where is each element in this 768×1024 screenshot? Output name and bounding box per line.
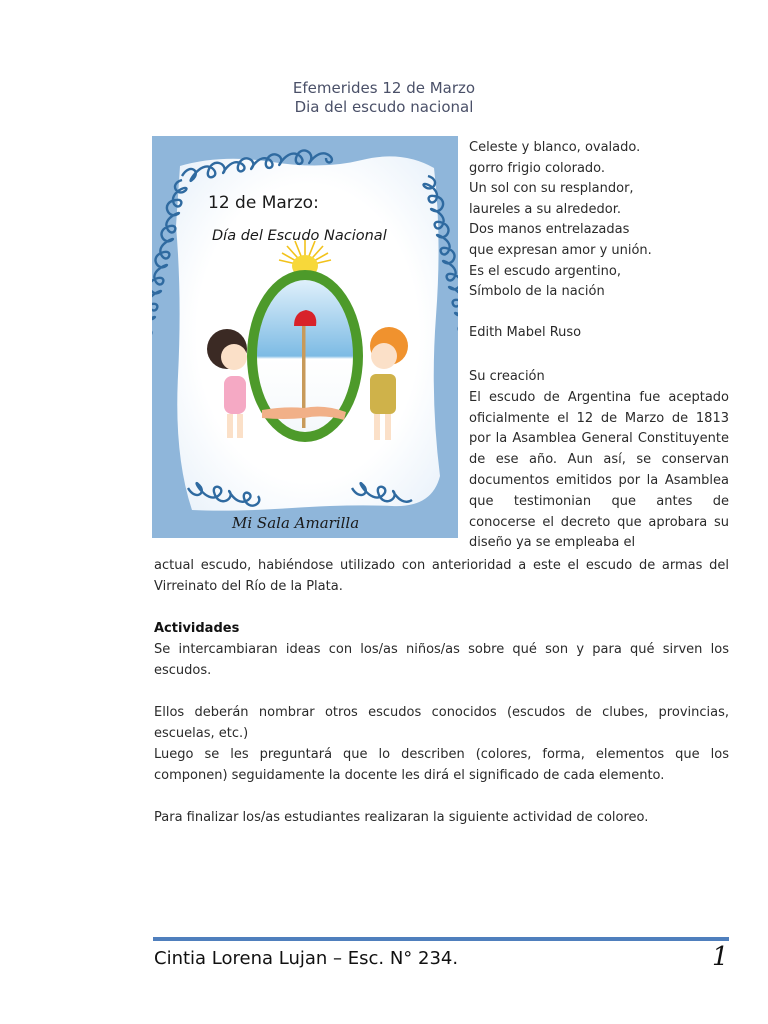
footer-divider xyxy=(153,937,729,941)
poem-line: que expresan amor y unión. xyxy=(469,242,652,258)
poem-line: laureles a su alrededor. xyxy=(469,201,622,217)
poem-line: Dos manos entrelazadas xyxy=(469,222,630,238)
poem xyxy=(469,138,731,344)
creation-section xyxy=(469,367,729,554)
footer-author: Cintia Lorena Lujan – Esc. N° 234. xyxy=(154,948,459,969)
creation-heading: Su creación xyxy=(469,369,545,384)
escudo-illustration xyxy=(152,136,458,538)
poem-line: Es el escudo argentino, xyxy=(469,263,621,279)
activities-heading: Actividades xyxy=(154,621,240,636)
activities-paragraph-1: Se intercambiaran ideas con los/as niños/as sobre qué son y para qué sirven los escudos. xyxy=(154,642,729,678)
document-title: Efemerides 12 de Marzo xyxy=(292,79,476,97)
creation-paragraph-continued: actual escudo, habiéndose utilizado con anterioridad a este el escudo de armas del Virreinato del Río de la Plata. xyxy=(154,558,729,594)
svg-text:Mi Sala Amarilla: Mi Sala Amarilla xyxy=(232,514,360,532)
poem-line: Celeste y blanco, ovalado. xyxy=(469,140,641,155)
page-number: 1 xyxy=(712,942,729,972)
document-subtitle: Dia del escudo nacional xyxy=(294,98,474,116)
poem-line: Un sol con su resplandor, xyxy=(469,181,634,197)
activities-paragraph-4: Para finalizar los/as estudiantes realizaran la siguiente actividad de coloreo. xyxy=(154,810,649,825)
poem-line: gorro frigio colorado. xyxy=(469,160,606,176)
creation-paragraph-wrapped: El escudo de Argentina fue aceptado oficialmente el 12 de Marzo de 1813 por la Asamblea General Constituyente de ese año. Aun así, se conservan documentos emitidos por la Asamblea que testimonian que antes de conocerse el decreto que aprobara su diseño ya se empleaba el xyxy=(469,389,729,551)
poem-author: Edith Mabel Ruso xyxy=(469,325,582,341)
activities-paragraph-2: Ellos deberán nombrar otros escudos conocidos (escudos de clubes, provincias, escuelas, etc.) xyxy=(154,705,729,741)
image-title: 12 de Marzo: xyxy=(208,193,319,213)
svg-text:Día del Escudo Nacional: Día del Escudo Nacional xyxy=(212,228,387,244)
activities-paragraph-3: Luego se les preguntará que lo describen (colores, forma, elementos que los componen) seguidamente la docente les dirá el significado de cada elemento. xyxy=(154,747,729,783)
poem-line: Símbolo de la nación xyxy=(469,284,605,300)
